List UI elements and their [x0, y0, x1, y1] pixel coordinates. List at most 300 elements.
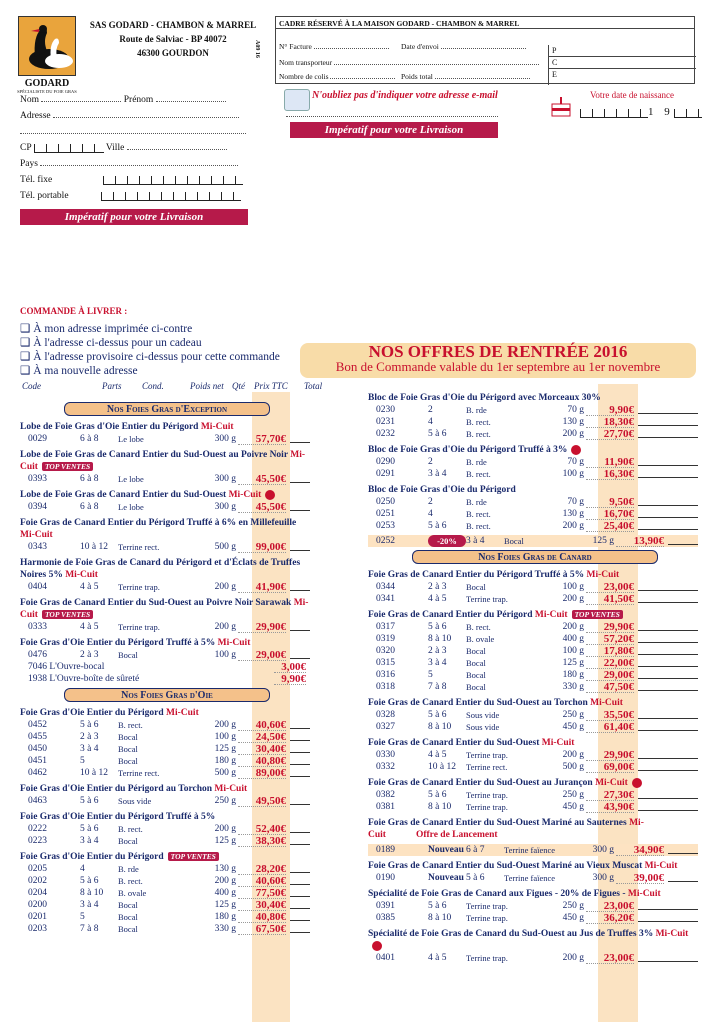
product-weight: 300 g: [214, 502, 236, 512]
product-parts: 5 à 6: [428, 710, 447, 720]
quantity-input[interactable]: [638, 761, 698, 771]
product-code: 0203: [28, 924, 47, 934]
mi-cuit-label: Mi-Cuit: [214, 784, 248, 794]
product-row: [20, 755, 310, 767]
product-price: 27,30€: [586, 789, 634, 801]
product-row: [368, 496, 698, 508]
product-name: Foie Gras d'Oie Entier du Périgord: [20, 708, 164, 718]
product-code: 0318: [376, 682, 395, 692]
address-form: [20, 95, 248, 207]
product-weight: 500 g: [562, 762, 584, 772]
cp-label: CP: [20, 143, 32, 153]
product-cond: Le lobe: [118, 434, 144, 444]
quantity-input[interactable]: [638, 952, 698, 962]
product-price: 40,60€: [238, 719, 286, 731]
product-cond: Bocal: [118, 836, 138, 846]
product-row: [368, 721, 698, 733]
commande-option[interactable]: ❑ À mon adresse imprimée ci-contre: [20, 323, 193, 335]
tel-portable-field[interactable]: [101, 192, 241, 201]
quantity-input[interactable]: [290, 767, 310, 777]
product-code: 0317: [376, 622, 395, 632]
product-parts: 6 à 8: [80, 502, 99, 512]
product-weight: 450 g: [562, 802, 584, 812]
mi-cuit-label: Mi-Cuit: [166, 708, 199, 718]
quantity-input[interactable]: [668, 872, 698, 882]
product-code: 0231: [376, 417, 395, 427]
email-note: N'oubliez pas d'indiquer votre adresse e-mail: [312, 90, 498, 101]
mi-cuit-label: Mi-Cuit: [20, 598, 309, 620]
nom-field[interactable]: [41, 101, 121, 102]
quantity-input[interactable]: [638, 709, 698, 719]
quantity-input[interactable]: [290, 621, 310, 631]
product-parts: 5 à 6: [428, 790, 447, 800]
prenom-field[interactable]: [156, 101, 226, 102]
product-row: [20, 731, 310, 743]
product-parts: 5 à 6: [80, 824, 99, 834]
quantity-input[interactable]: [638, 404, 698, 414]
product-row: [20, 887, 310, 899]
quantity-input[interactable]: [290, 719, 310, 729]
quantity-input[interactable]: [638, 789, 698, 799]
product-title: [368, 888, 698, 900]
quantity-input[interactable]: [638, 428, 698, 438]
product-price: 13,90€: [616, 535, 664, 547]
product-cond: B. rect.: [466, 429, 491, 439]
product-code: 0316: [376, 670, 395, 680]
quantity-input[interactable]: [290, 731, 310, 741]
quantity-input[interactable]: [638, 669, 698, 679]
tel-portable-label: Tél. portable: [20, 191, 69, 201]
product-parts: 3 à 4: [80, 900, 99, 910]
commande-option[interactable]: ❑ À l'adresse provisoire ci-dessus pour cette commande: [20, 351, 280, 363]
section-bar: Nos Foies Gras d'Oie: [64, 688, 270, 702]
product-row: [368, 456, 698, 468]
product-code: 0450: [28, 744, 47, 754]
product-row: [368, 428, 698, 440]
tel-fixe-field[interactable]: [103, 176, 243, 185]
product-price: 29,00€: [586, 669, 634, 681]
product-weight: 200 g: [214, 876, 236, 886]
product-row: [368, 681, 698, 693]
product-parts: 3 à 4: [466, 536, 485, 546]
product-parts: 2: [428, 497, 433, 507]
quantity-input[interactable]: [638, 520, 698, 530]
product-price: 45,50€: [238, 473, 286, 485]
mi-cuit-label: Mi-Cuit: [200, 422, 234, 432]
product-code: 0333: [28, 622, 47, 632]
mi-cuit-label: Mi-Cuit: [65, 570, 98, 580]
top-ventes-badge: TOP VENTES: [42, 462, 93, 471]
product-parts: 3 à 4: [80, 836, 99, 846]
right-catalog: [368, 388, 698, 964]
product-cond: B. ovale: [466, 634, 495, 644]
product-code: 0393: [28, 474, 47, 484]
quantity-input[interactable]: [638, 581, 698, 591]
product-cond: Sous vide: [466, 710, 500, 720]
product-parts: [168, 661, 193, 673]
mi-cuit-label: Mi-Cuit: [534, 610, 568, 620]
admin-date-envoi: Date d'envoi: [401, 42, 526, 51]
product-cond: Terrine trap.: [118, 622, 160, 632]
quantity-input[interactable]: [638, 721, 698, 731]
ville-field[interactable]: [127, 149, 227, 150]
product-title: [368, 817, 698, 841]
product-price: 35,50€: [586, 709, 634, 721]
product-cond: Terrine rect.: [118, 768, 160, 778]
product-cond: [193, 673, 233, 685]
product-price: 11,90€: [586, 456, 634, 468]
product-weight: 250 g: [562, 790, 584, 800]
quantity-input[interactable]: [290, 649, 310, 659]
product-price: 23,00€: [586, 952, 634, 964]
product-parts: 5: [80, 756, 85, 766]
company-street: Route de Salviac - BP 40072: [119, 34, 227, 44]
product-name: Foie Gras de Canard Entier du Périgord Truffé à 6% en Millefeuille: [20, 518, 297, 528]
product-price: 3,00€: [274, 661, 306, 673]
adresse-field-2[interactable]: [20, 133, 246, 134]
quantity-input[interactable]: [638, 633, 698, 643]
quantity-input[interactable]: [638, 681, 698, 691]
product-price: 16,70€: [586, 508, 634, 520]
adresse-field[interactable]: [53, 117, 239, 118]
product-parts: 5 à 6: [80, 796, 99, 806]
product-cond: B. rect.: [118, 824, 143, 834]
product-code: 0291: [376, 469, 395, 479]
product-parts: 2 à 3: [80, 732, 99, 742]
product-price: 47,50€: [586, 681, 634, 693]
quantity-input[interactable]: [638, 900, 698, 910]
product-cond: Terrine trap.: [118, 582, 160, 592]
pays-field[interactable]: [40, 165, 238, 166]
quantity-input[interactable]: [290, 473, 310, 483]
product-name: Lobe de Foie Gras de Canard Entier du Sud-Ouest: [20, 490, 227, 500]
commande-option[interactable]: ❑ À l'adresse ci-dessus pour un cadeau: [20, 337, 202, 349]
product-parts: 5 à 6: [428, 521, 447, 531]
product-code: 0222: [28, 824, 47, 834]
launch-offer: Offre de Lancement: [415, 830, 498, 840]
product-row: [20, 835, 310, 847]
product-title: [20, 557, 310, 581]
nom-label: Nom: [20, 95, 39, 105]
product-code: 0404: [28, 582, 47, 592]
quantity-input[interactable]: [290, 433, 310, 443]
product-cond: Bocal: [118, 732, 138, 742]
product-row: [368, 621, 698, 633]
quantity-input[interactable]: [638, 645, 698, 655]
quantity-input[interactable]: [638, 508, 698, 518]
product-weight: 100 g: [214, 732, 236, 742]
product-cond: Terrine trap.: [466, 901, 508, 911]
product-parts: 8 à 10: [428, 913, 452, 923]
top-ventes-badge: TOP VENTES: [572, 610, 623, 619]
quantity-input[interactable]: [290, 795, 310, 805]
product-weight: 200 g: [562, 429, 584, 439]
product-cond: Bocal: [466, 658, 486, 668]
product-row: [20, 649, 310, 661]
product-cond: Bocal: [118, 756, 138, 766]
product-weight: 200 g: [562, 953, 584, 963]
product-weight: 400 g: [562, 634, 584, 644]
product-price: 57,20€: [586, 633, 634, 645]
quantity-input[interactable]: [290, 835, 310, 845]
product-code: 0190: [376, 873, 395, 883]
product-cond: B. rect.: [466, 469, 491, 479]
product-weight: 125 g: [214, 900, 236, 910]
product-parts: 8 à 10: [80, 888, 104, 898]
product-weight: 450 g: [562, 722, 584, 732]
product-name: Spécialité de Foie Gras de Canard du Sud-Ouest au Jus de Truffes 3%: [368, 929, 654, 939]
quantity-input[interactable]: [290, 887, 310, 897]
product-weight: 250 g: [214, 796, 236, 806]
product-row: [20, 661, 310, 673]
product-row: [20, 899, 310, 911]
quantity-input[interactable]: [290, 755, 310, 765]
product-title: [368, 609, 698, 621]
product-parts: 2 à 3: [428, 582, 447, 592]
product-cond: B. ovale: [118, 888, 147, 898]
quantity-input[interactable]: [290, 899, 310, 909]
product-name: Foie Gras de Canard Entier du Sud-Ouest Mariné au Sauternes: [368, 818, 627, 828]
product-name: Bloc de Foie Gras d'Oie du Périgord: [368, 485, 516, 495]
product-price: 57,70€: [238, 433, 286, 445]
product-weight: 180 g: [214, 756, 236, 766]
product-cond: B. rde: [466, 405, 487, 415]
product-cond: Sous vide: [118, 796, 152, 806]
product-row: [368, 520, 698, 532]
product-row: [368, 416, 698, 428]
product-code: 0223: [28, 836, 47, 846]
product-weight: 300 g: [592, 845, 614, 855]
company-city: 46300 GOURDON: [137, 48, 209, 58]
company-block: [88, 18, 258, 60]
quantity-input[interactable]: [290, 501, 310, 511]
product-cond: Terrine trap.: [466, 802, 508, 812]
admin-facture: N° Facture: [279, 42, 389, 51]
quantity-input[interactable]: [290, 581, 310, 591]
product-weight: [233, 661, 274, 673]
quantity-input[interactable]: [638, 749, 698, 759]
heart-icon: [571, 445, 581, 455]
quantity-input[interactable]: [290, 863, 310, 873]
quantity-input[interactable]: [290, 875, 310, 885]
product-cond: B. rect.: [466, 622, 491, 632]
quantity-input[interactable]: [290, 911, 310, 921]
quantity-input[interactable]: [638, 621, 698, 631]
product-code: 0462: [28, 768, 47, 778]
heart-icon: [265, 490, 275, 500]
quantity-input[interactable]: [638, 593, 698, 603]
product-weight: 100 g: [562, 646, 584, 656]
product-title: [368, 860, 698, 872]
mi-cuit-label: Mi-Cuit: [541, 738, 575, 748]
product-row: [20, 473, 310, 485]
product-code: 0451: [28, 756, 47, 766]
quantity-input[interactable]: [290, 823, 310, 833]
product-row: [368, 801, 698, 813]
birth-field[interactable]: 1 9: [580, 106, 702, 118]
product-row: [20, 673, 310, 685]
brand-name: GODARD: [24, 78, 70, 89]
product-row: [20, 767, 310, 779]
product-code: 0394: [28, 502, 47, 512]
product-parts: 7 à 8: [428, 682, 447, 692]
product-price: 49,50€: [238, 795, 286, 807]
product-price: 40,80€: [238, 755, 286, 767]
product-weight: 250 g: [562, 901, 584, 911]
quantity-input[interactable]: [290, 743, 310, 753]
product-title: [368, 444, 698, 456]
product-parts: 5 à 6: [428, 622, 447, 632]
product-weight: 200 g: [562, 622, 584, 632]
product-parts: 2: [428, 457, 433, 467]
delivery-banner-left: Impératif pour votre Livraison: [20, 209, 248, 225]
quantity-input[interactable]: [290, 541, 310, 551]
product-name: Foie Gras de Canard Entier du Sud-Ouest Mariné au Vieux Muscat: [368, 861, 643, 871]
product-code: 0476: [28, 650, 47, 660]
ville-label: Ville: [105, 143, 125, 153]
product-parts: 5 à 6: [466, 873, 485, 883]
email-field[interactable]: [286, 115, 498, 117]
section-bar: Nos Foies Gras de Canard: [412, 550, 658, 564]
product-cond: Le lobe: [118, 502, 144, 512]
product-price: 28,20€: [238, 863, 286, 875]
product-badge: -20%: [428, 535, 466, 547]
product-weight: 200 g: [214, 582, 236, 592]
product-row: [368, 709, 698, 721]
product-weight: 500 g: [214, 768, 236, 778]
commande-option[interactable]: ❑ À ma nouvelle adresse: [20, 365, 138, 377]
product-row: [368, 468, 698, 480]
product-code: 0189: [376, 845, 395, 855]
product-row: [368, 789, 698, 801]
product-name: Foie Gras de Canard Entier du Périgord Truffé à 5%: [368, 570, 585, 580]
product-parts: 4 à 5: [428, 594, 447, 604]
product-cond: B. rect.: [118, 876, 143, 886]
product-name: Lobe de Foie Gras d'Oie Entier du Périgord: [20, 422, 199, 432]
product-row: [368, 872, 698, 884]
product-row: [20, 911, 310, 923]
product-price: 23,00€: [586, 900, 634, 912]
quantity-input[interactable]: [638, 496, 698, 506]
product-cond: Terrine faïence: [504, 873, 556, 883]
product-parts: 5 à 6: [80, 720, 99, 730]
quantity-input[interactable]: [638, 468, 698, 478]
product-row: [20, 823, 310, 835]
product-name: Foie Gras de Canard Entier du Sud-Ouest au Torchon: [368, 698, 588, 708]
product-weight: 450 g: [562, 913, 584, 923]
product-row: [368, 633, 698, 645]
product-cond: B. rect.: [118, 720, 143, 730]
product-code: 0319: [376, 634, 395, 644]
product-row: [368, 749, 698, 761]
product-cond: Bocal: [118, 900, 138, 910]
product-title: [20, 489, 310, 501]
product-weight: 200 g: [562, 594, 584, 604]
admin-poids: Poids total: [401, 72, 530, 81]
product-weight: 125 g: [562, 658, 584, 668]
product-weight: 70 g: [567, 405, 584, 415]
product-title: [368, 484, 698, 496]
product-title: [20, 783, 310, 795]
delivery-banner-right: Impératif pour votre Livraison: [290, 122, 498, 138]
product-code: 0401: [376, 953, 395, 963]
product-cond: Bocal: [118, 650, 138, 660]
product-weight: 400 g: [214, 888, 236, 898]
commande-options: [20, 322, 280, 378]
product-weight: 200 g: [214, 622, 236, 632]
product-title: [368, 928, 698, 952]
product-row: [368, 404, 698, 416]
product-parts: 10 à 12: [428, 762, 456, 772]
mi-cuit-label: Mi-Cuit: [228, 490, 262, 500]
product-code: 0344: [376, 582, 395, 592]
product-code: 0320: [376, 646, 395, 656]
product-row: [20, 719, 310, 731]
product-parts: 10 à 12: [80, 768, 108, 778]
product-price: 23,00€: [586, 581, 634, 593]
quantity-input[interactable]: [668, 844, 698, 854]
product-price: 89,00€: [238, 767, 286, 779]
product-price: 69,00€: [586, 761, 634, 773]
quantity-input[interactable]: [638, 416, 698, 426]
product-parts: 2 à 3: [80, 650, 99, 660]
product-price: 52,40€: [238, 823, 286, 835]
product-title: [368, 569, 698, 581]
quantity-input[interactable]: [638, 456, 698, 466]
product-cond: B. rde: [466, 457, 487, 467]
product-price: 67,50€: [238, 923, 286, 935]
quantity-input[interactable]: [668, 535, 698, 545]
product-parts: 4: [80, 864, 85, 874]
product-cond: Terrine trap.: [466, 594, 508, 604]
product-cond: Bocal: [118, 924, 138, 934]
quantity-input[interactable]: [638, 657, 698, 667]
product-price: 17,80€: [586, 645, 634, 657]
cp-field[interactable]: [34, 144, 104, 153]
product-parts: 8 à 10: [428, 722, 452, 732]
product-title: [20, 449, 310, 473]
product-code: 0201: [28, 912, 47, 922]
product-weight: 300 g: [214, 434, 236, 444]
product-price: 41,90€: [238, 581, 286, 593]
cake-icon: [550, 92, 572, 118]
product-code: 0332: [376, 762, 395, 772]
product-name: Foie Gras de Canard Entier du Sud-Ouest au Poivre Noir Sarawak: [20, 598, 292, 608]
product-weight: 180 g: [214, 912, 236, 922]
quantity-input[interactable]: [290, 923, 310, 933]
product-name: Foie Gras de Canard Entier du Sud-Ouest au Jurançon: [368, 778, 593, 788]
quantity-input[interactable]: [638, 801, 698, 811]
product-name: Foie Gras de Canard Entier du Périgord: [368, 610, 533, 620]
product-row: [20, 743, 310, 755]
top-ventes-badge: TOP VENTES: [42, 610, 93, 619]
product-code: 0252: [376, 536, 395, 546]
product-price: 27,70€: [586, 428, 634, 440]
product-parts: 4 à 5: [80, 582, 99, 592]
product-price: 9,50€: [586, 496, 634, 508]
quantity-input[interactable]: [638, 912, 698, 922]
product-parts: 5: [80, 912, 85, 922]
product-cond: Bocal: [504, 536, 524, 546]
product-row: [368, 508, 698, 520]
product-row: [368, 669, 698, 681]
product-price: 30,40€: [238, 899, 286, 911]
product-cond: B. rect.: [466, 417, 491, 427]
product-title: [368, 392, 698, 404]
product-code: 0204: [28, 888, 47, 898]
prenom-label: Prénom: [123, 95, 154, 105]
product-parts: 5: [428, 670, 433, 680]
